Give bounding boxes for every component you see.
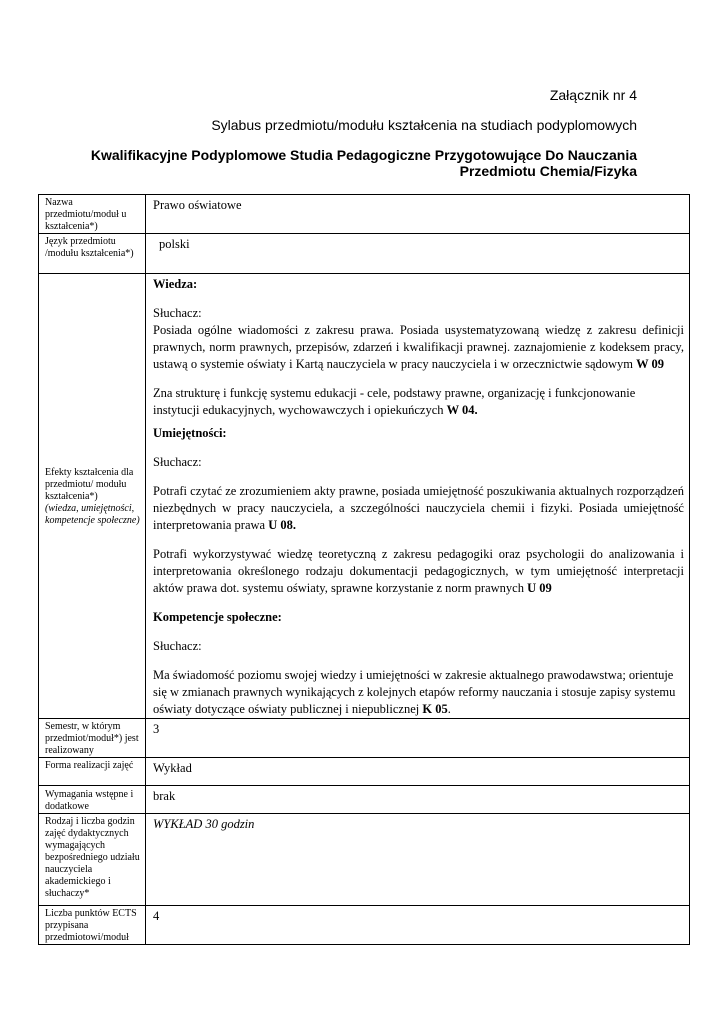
label-requirements: Wymagania wstępne i dodatkowe xyxy=(39,786,146,814)
skills-heading: Umiejętności: xyxy=(153,426,227,440)
label-form: Forma realizacji zajęć xyxy=(39,758,146,786)
row-requirements xyxy=(39,786,690,814)
row-form xyxy=(39,758,690,786)
competences-listener: Słuchacz: xyxy=(153,639,202,653)
label-semester: Semestr, w którym przedmiot/moduł*) jest realizowany xyxy=(39,719,146,758)
competences-paragraph-1: Ma świadomość poziomu swojej wiedzy i umiejętności w zakresie aktualnego prawodawstwa; orientuje się w zmianach prawnych wynikających z kolejnych etapów reformy nauczania i stosuje zapisy systemu oświaty dotyczące oświaty publicznej i niepublicznej K 05. xyxy=(153,668,676,716)
label-learning-outcomes xyxy=(39,274,146,719)
value-requirements: brak xyxy=(146,786,690,814)
row-subject-name xyxy=(39,195,690,234)
skills-code-1: U 08. xyxy=(268,518,297,532)
label-ects: Liczba punktów ECTS przypisana przedmiotowi/moduł xyxy=(39,906,146,945)
value-learning-outcomes xyxy=(146,274,690,719)
skills-code-2: U 09 xyxy=(527,581,552,595)
value-semester: 3 xyxy=(146,719,690,758)
label-language: Język przedmiotu /modułu kształcenia*) xyxy=(39,234,146,274)
syllabus-subtitle: Sylabus przedmiotu/modułu kształcenia na studiach podyplomowych xyxy=(211,117,637,133)
row-hours xyxy=(39,814,690,906)
competences-code-1: K 05 xyxy=(422,702,448,716)
value-form: Wykład xyxy=(146,758,690,786)
outcomes-label-italic: (wiedza, umiejętności, kompetencje społeczne) xyxy=(45,503,140,526)
value-language xyxy=(146,234,690,274)
document-title-line-1: Kwalifikacyjne Podyplomowe Studia Pedagogiczne Przygotowujące Do Nauczania xyxy=(90,147,637,163)
skills-paragraph-2: Potrafi wykorzystywać wiedzę teoretyczną z zakresu pedagogiki oraz psychologii do analizowania i interpretowania określonego rodzaju dokumentacji pedagogicznych, w tym umiejętność interpretacji aktów prawa dot. systemu oświaty, sprawne korzystanie z norm prawnych U 09 xyxy=(153,547,684,595)
label-subject-name: Nazwa przedmiotu/moduł u kształcenia*) xyxy=(39,195,146,234)
knowledge-code-2: W 04. xyxy=(446,403,478,417)
value-hours: WYKŁAD 30 godzin xyxy=(146,814,690,906)
document-title-line-2: Przedmiotu Chemia/Fizyka xyxy=(459,163,637,179)
knowledge-code-1: W 09 xyxy=(636,357,665,371)
row-language xyxy=(39,234,690,274)
value-ects: 4 xyxy=(146,906,690,945)
skills-paragraph-1: Potrafi czytać ze zrozumieniem akty prawne, posiada umiejętność poszukiwania aktualnych rozporządzeń niezbędnych w pracy nauczyciela, a szczególności nauczyciela chemii i fizyki. Posiada umiejętność interpretowania prawa U 08. xyxy=(153,484,684,532)
knowledge-paragraph-2: Zna strukturę i funkcję systemu edukacji - cele, podstawy prawne, organizację i funkcjonowanie instytucji edukacyjnych, wychowawczych i opiekuńczych W 04. xyxy=(153,386,636,417)
outcomes-label-text: Efekty kształcenia dla przedmiotu/ modułu kształcenia*) xyxy=(45,467,134,502)
syllabus-table xyxy=(38,194,690,945)
skills-listener: Słuchacz: xyxy=(153,455,202,469)
label-hours: Rodzaj i liczba godzin zajęć dydaktycznych wymagających bezpośredniego udziału nauczyciela akademickiego i słuchaczy* xyxy=(39,814,146,906)
value-subject-name: Prawo oświatowe xyxy=(146,195,690,234)
annex-number: Załącznik nr 4 xyxy=(549,87,637,103)
knowledge-heading: Wiedza: xyxy=(153,277,198,291)
row-learning-outcomes xyxy=(39,274,690,719)
knowledge-listener: Słuchacz: xyxy=(153,306,202,320)
row-semester xyxy=(39,719,690,758)
row-ects xyxy=(39,906,690,945)
competences-heading: Kompetencje społeczne: xyxy=(153,610,282,624)
language-value-text: polski xyxy=(159,237,190,251)
knowledge-paragraph-1: Posiada ogólne wiadomości z zakresu prawa. Posiada usystematyzowaną wiedzę z zakresu definicji prawnych, norm prawnych, przepisów, zdarzeń i kwalifikacji prawnej. zaznajomienie z kodeksem pracy, ustawą o systemie oświaty i Kartą nauczyciela w pracy nauczyciela i w orzecznictwie sądowym W 09 xyxy=(153,323,684,371)
